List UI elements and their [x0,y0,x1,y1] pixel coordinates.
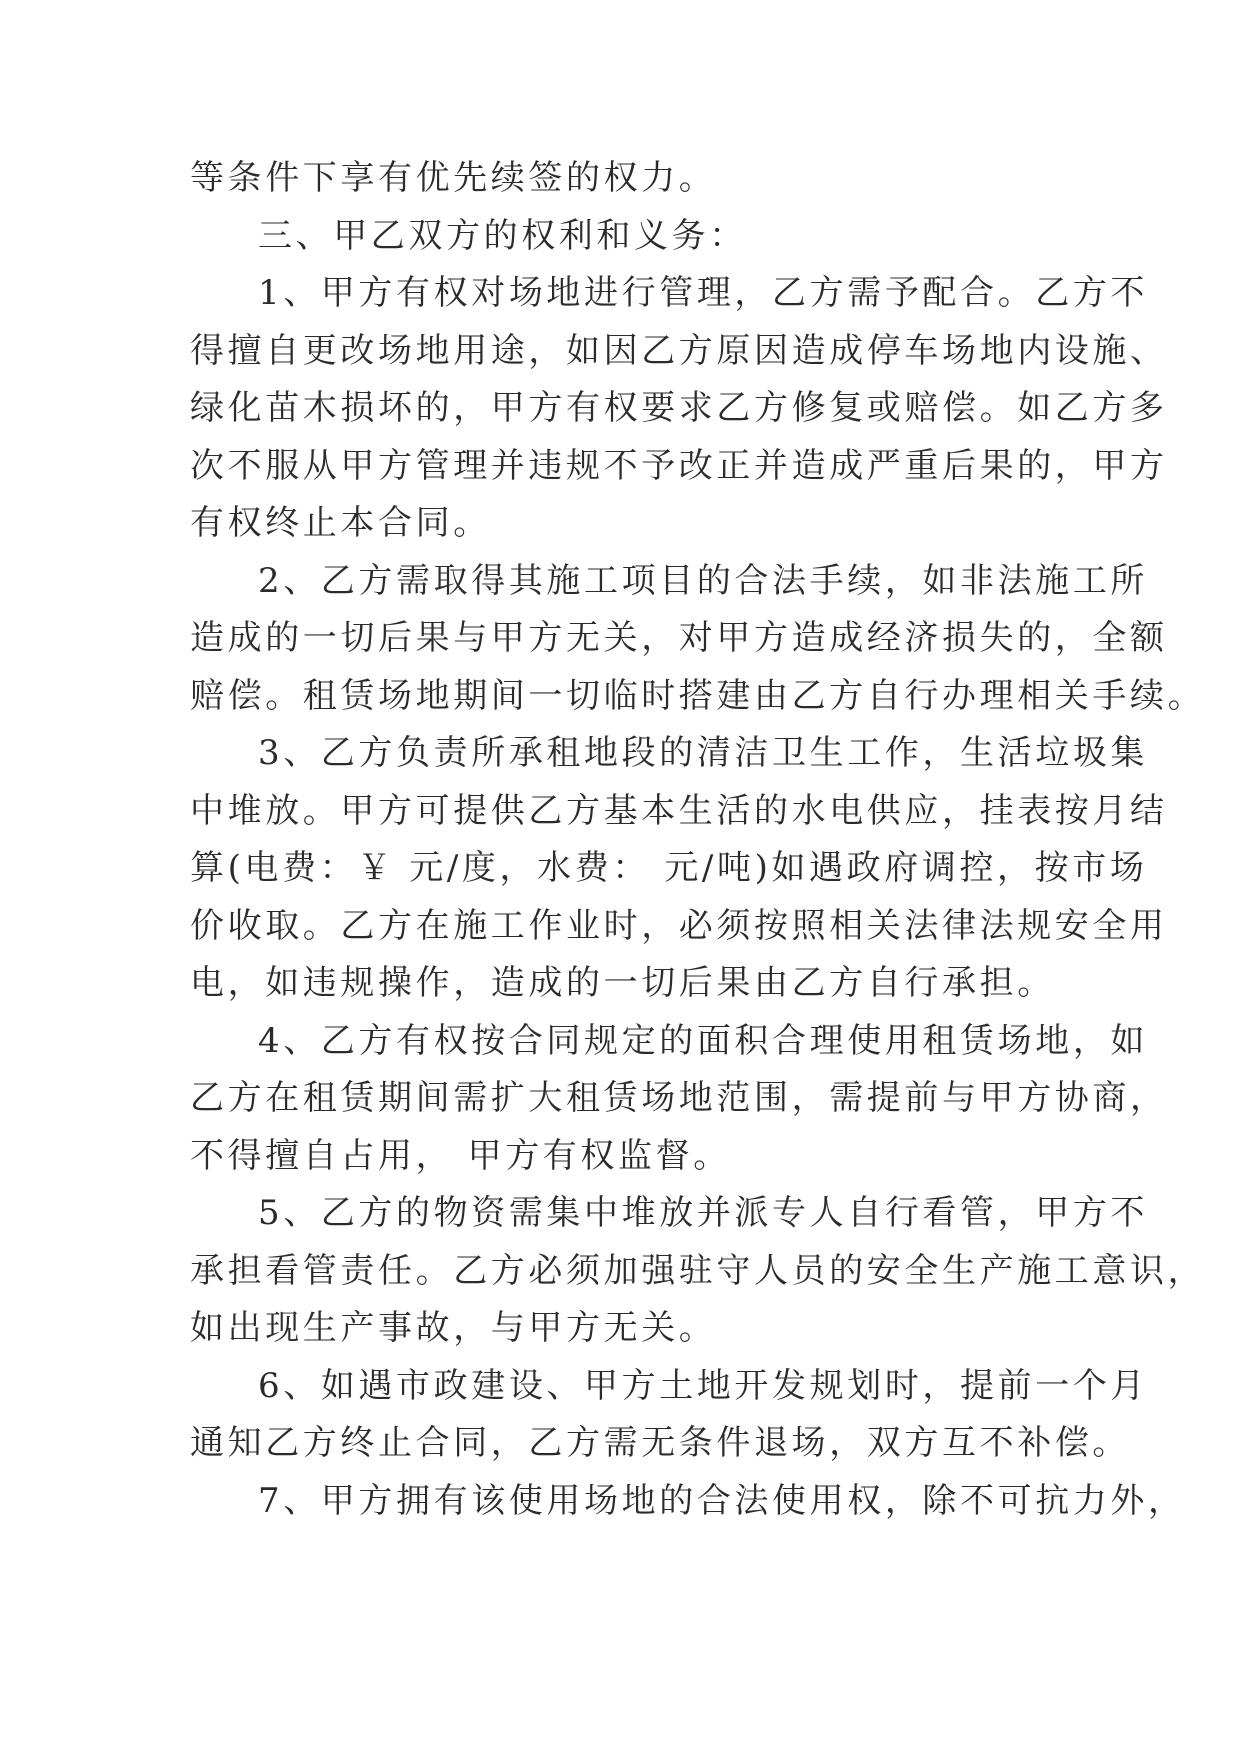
text-line: 算(电费：￥ 元/度，水费： 元/吨)如遇政府调控，按市场 [190,848,1148,888]
clause-3 [190,725,1168,1013]
text-line: 5、乙方的物资需集中堆放并派专人自行看管，甲方不 [258,1193,1149,1233]
text-line: 6、如遇市政建设、甲方土地开发规划时，提前一个月 [258,1365,1149,1406]
text-line: 电，如违规操作，造成的一切后果由乙方自行承担。 [190,963,1055,1003]
text-line: 造成的一切后果与甲方无关，对甲方造成经济损失的，全额 [190,618,1168,658]
clause-4 [190,1013,1168,1186]
text-line: 等条件下享有优先续签的权力。 [190,158,717,198]
clause-5 [190,1185,1206,1358]
text-line: 通知乙方终止合同，乙方需无条件退场，双方互不补偿。 [190,1423,1130,1463]
clause-6 [190,1358,1149,1473]
clause-1 [190,265,1168,553]
text-line: 7、甲方拥有该使用场地的合法使用权，除不可抗力外， [258,1480,1186,1521]
text-line: 如出现生产事故，与甲方无关。 [190,1308,717,1348]
clause-2 [190,553,1206,726]
text-line: 乙方在租赁期间需扩大租赁场地范围，需提前与甲方协商， [190,1078,1168,1118]
text-line: 1、甲方有权对场地进行管理，乙方需予配合。乙方不 [258,273,1149,313]
clause-7 [190,1473,1186,1531]
text-line: 次不服从甲方管理并违规不予改正并造成严重后果的，甲方 [190,445,1168,486]
text-line: 4、乙方有权按合同规定的面积合理使用租赁场地，如 [258,1020,1149,1061]
section-heading-rights-obligations [190,208,1070,266]
text-line: 价收取。乙方在施工作业时，必须按照相关法律法规安全用 [190,905,1168,946]
text-line: 2、乙方需取得其施工项目的合法手续，如非法施工所 [258,560,1149,601]
text-line: 有权终止本合同。 [190,503,491,543]
text-line: 三、甲乙双方的权利和义务： [258,215,747,256]
text-line: 得擅自更改场地用途，如因乙方原因造成停车场地内设施、 [190,330,1168,371]
document-body [190,150,1206,1530]
text-line: 赔偿。租赁场地期间一切临时搭建由乙方自行办理相关手续。 [190,675,1206,716]
text-line: 中堆放。甲方可提供乙方基本生活的水电供应，挂表按月结 [190,790,1168,831]
text-line: 承担看管责任。乙方必须加强驻守人员的安全生产施工意识， [190,1250,1206,1291]
text-line: 3、乙方负责所承租地段的清洁卫生工作，生活垃圾集 [258,733,1149,773]
paragraph-continuation [190,150,1070,208]
text-line: 不得擅自占用， 甲方有权监督。 [190,1135,731,1176]
text-line: 绿化苗木损坏的，甲方有权要求乙方修复或赔偿。如乙方多 [190,388,1168,428]
